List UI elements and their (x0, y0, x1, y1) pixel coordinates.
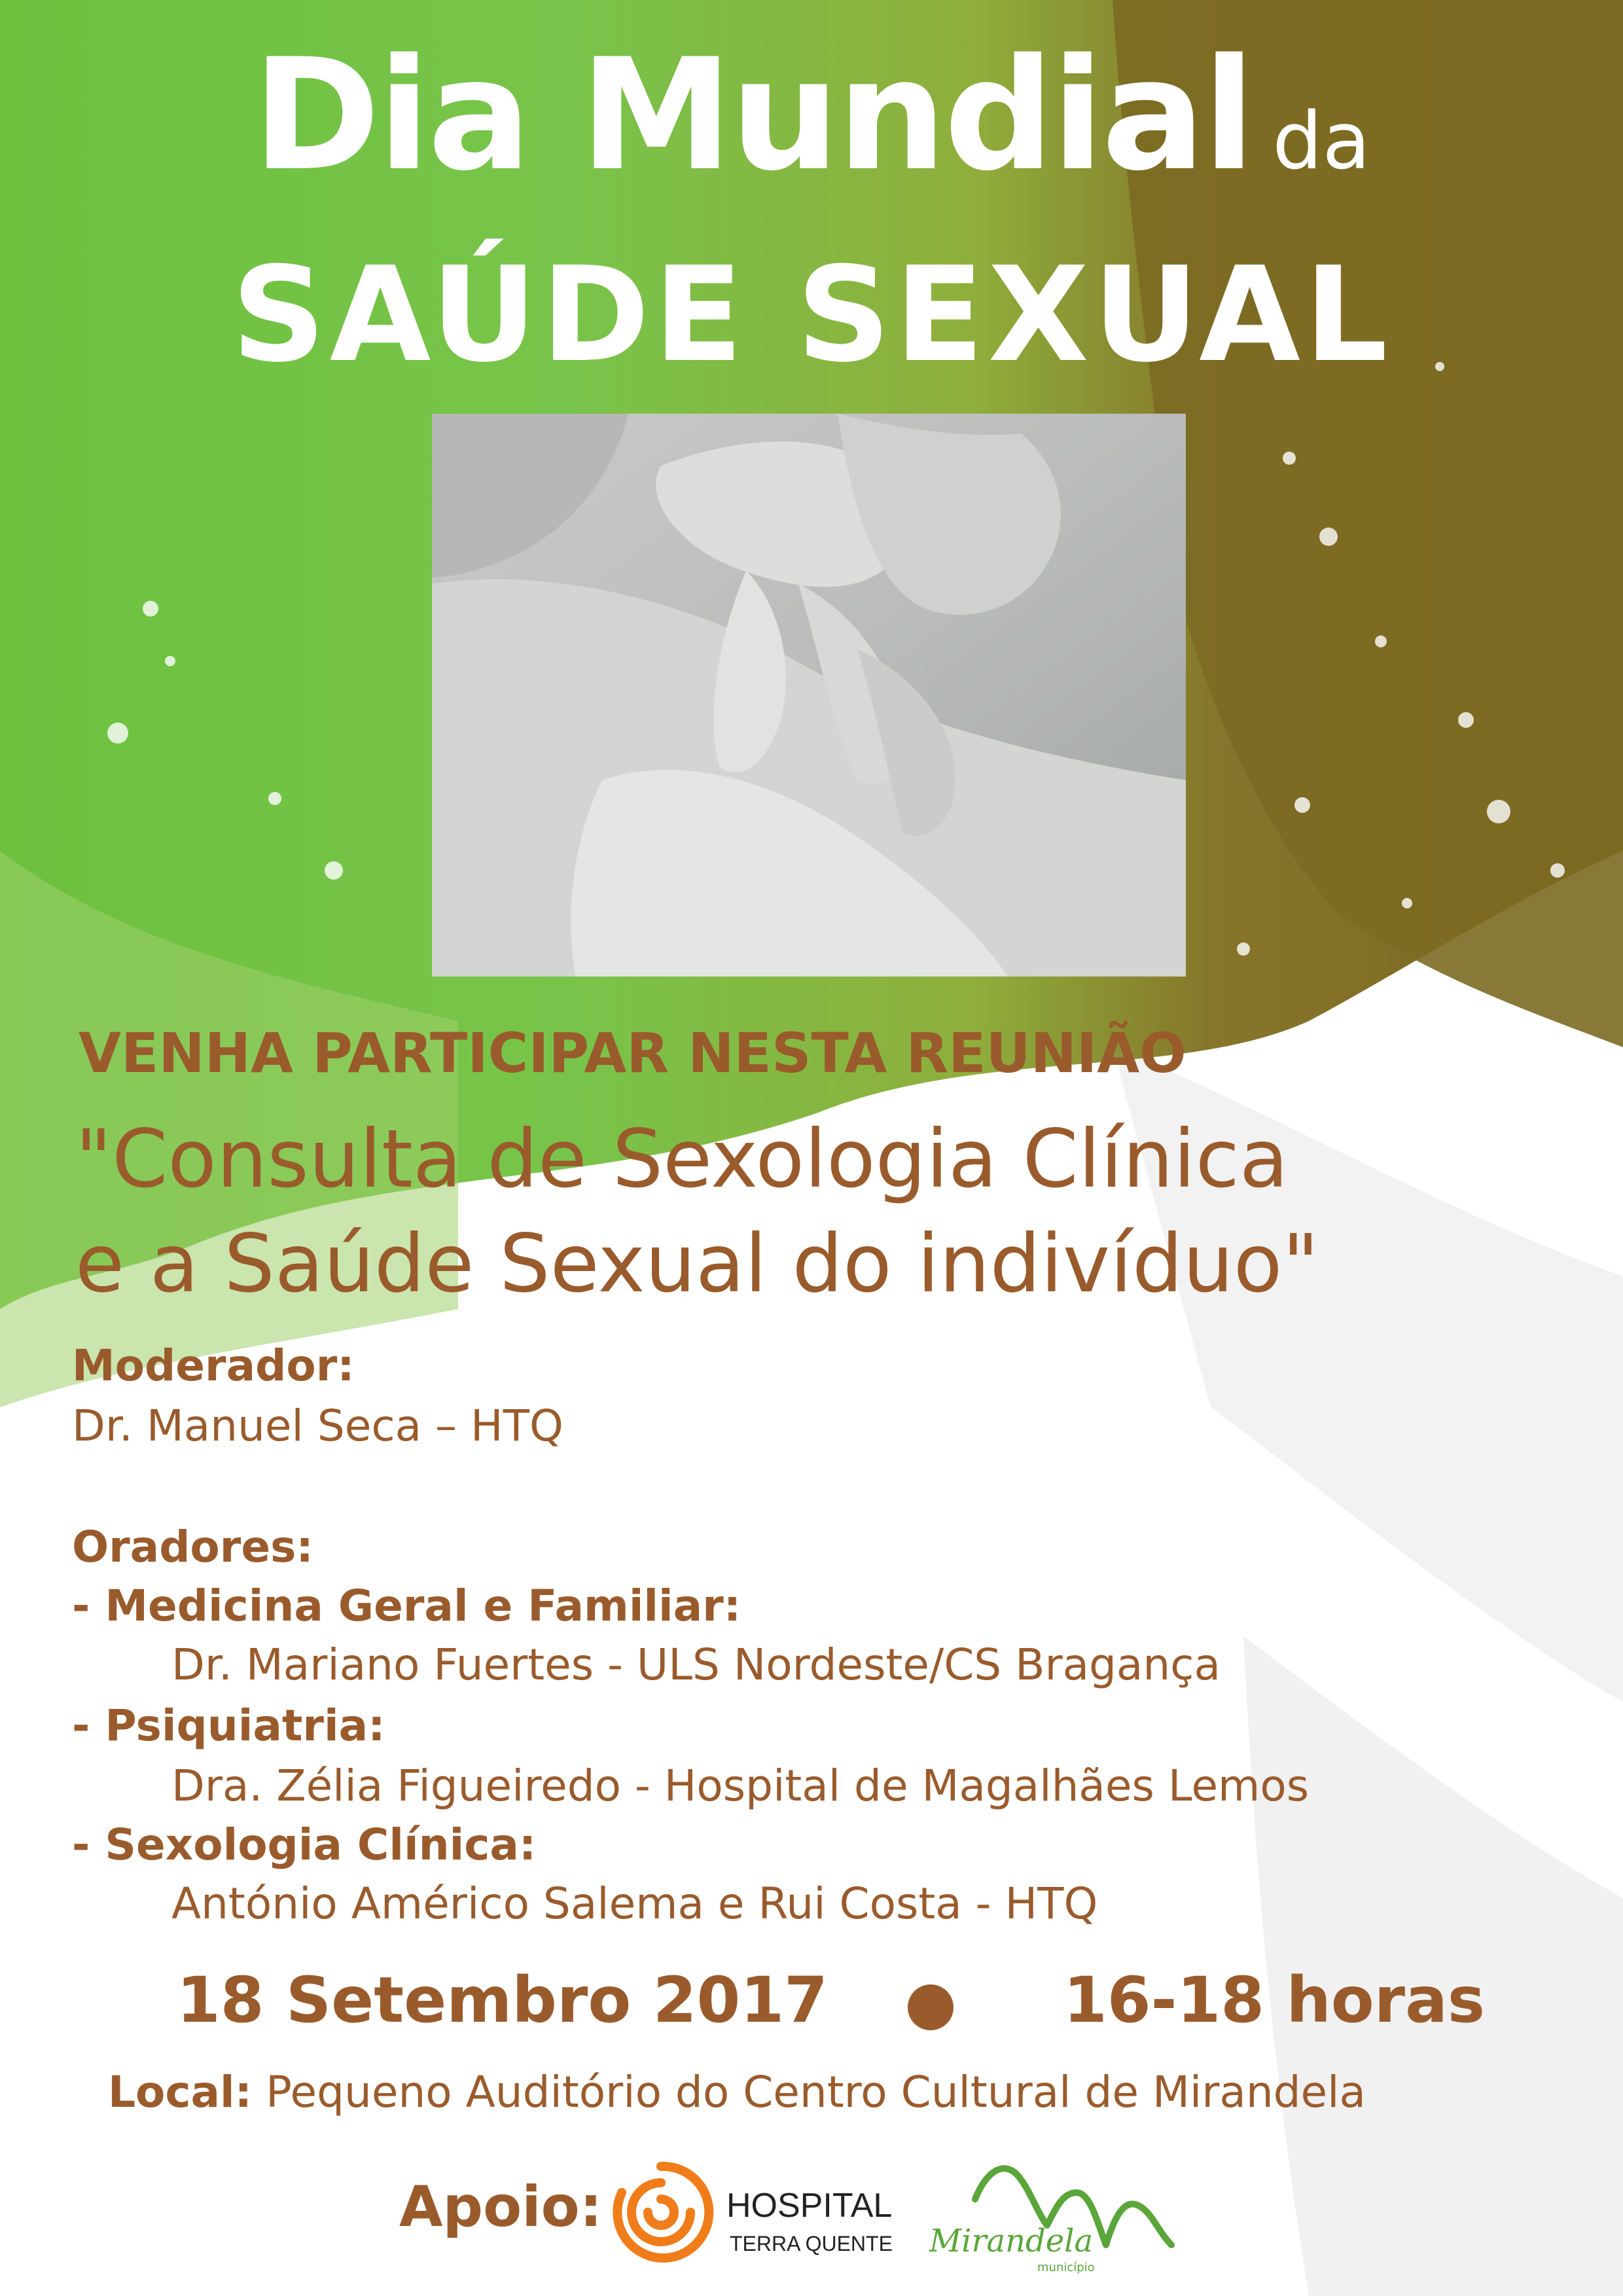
support-label: Apoio: (399, 2174, 603, 2240)
page-title-subject: SAÚDE SEXUAL (231, 239, 1392, 391)
location-value: Pequeno Auditório do Centro Cultural de Mirandela (266, 2067, 1366, 2117)
invite-headline: VENHA PARTICIPAR NESTA REUNIÃO (79, 1021, 1186, 1085)
location-label: Local: (108, 2067, 253, 2117)
speaker-person: António Américo Salema e Rui Costa - HTQ (171, 1878, 1098, 1929)
moderator-name: Dr. Manuel Seca – HTQ (72, 1401, 563, 1451)
speaker-area: - Sexologia Clínica: (72, 1820, 537, 1870)
topic-line-2: e a Saúde Sexual do indivíduo" (75, 1217, 1319, 1310)
hands-photo (432, 414, 1186, 977)
title-connector: da (1272, 96, 1371, 187)
speaker-area: - Medicina Geral e Familiar: (72, 1581, 741, 1631)
moderator-label: Moderador: (72, 1340, 355, 1391)
event-hours: 16-18 horas (1063, 1964, 1486, 2037)
title-main: Dia Mundial (252, 26, 1253, 205)
mirandela-logo-text: Mirandela (929, 2223, 1094, 2259)
page-title (0, 26, 1623, 205)
mirandela-logo-icon (923, 2153, 1198, 2278)
speaker-person: Dr. Mariano Fuertes - ULS Nordeste/CS Bragança (171, 1640, 1221, 1690)
speaker-area: - Psiquiatria: (72, 1700, 385, 1751)
separator-dot (908, 1984, 954, 2030)
topic-line-1: "Consulta de Sexologia Clínica (75, 1113, 1289, 1206)
speakers-label: Oradores: (72, 1522, 313, 1572)
event-date: 18 Setembro 2017 (177, 1964, 828, 2037)
hospital-logo-icon (602, 2153, 720, 2271)
event-location (108, 2067, 1366, 2117)
hospital-subname: TERRA QUENTE (730, 2232, 893, 2255)
speaker-person: Dra. Zélia Figueiredo - Hospital de Magalhães Lemos (171, 1761, 1310, 1811)
mirandela-logo-subtext: município (1037, 2261, 1095, 2274)
hospital-name: HOSPITAL (726, 2187, 893, 2225)
